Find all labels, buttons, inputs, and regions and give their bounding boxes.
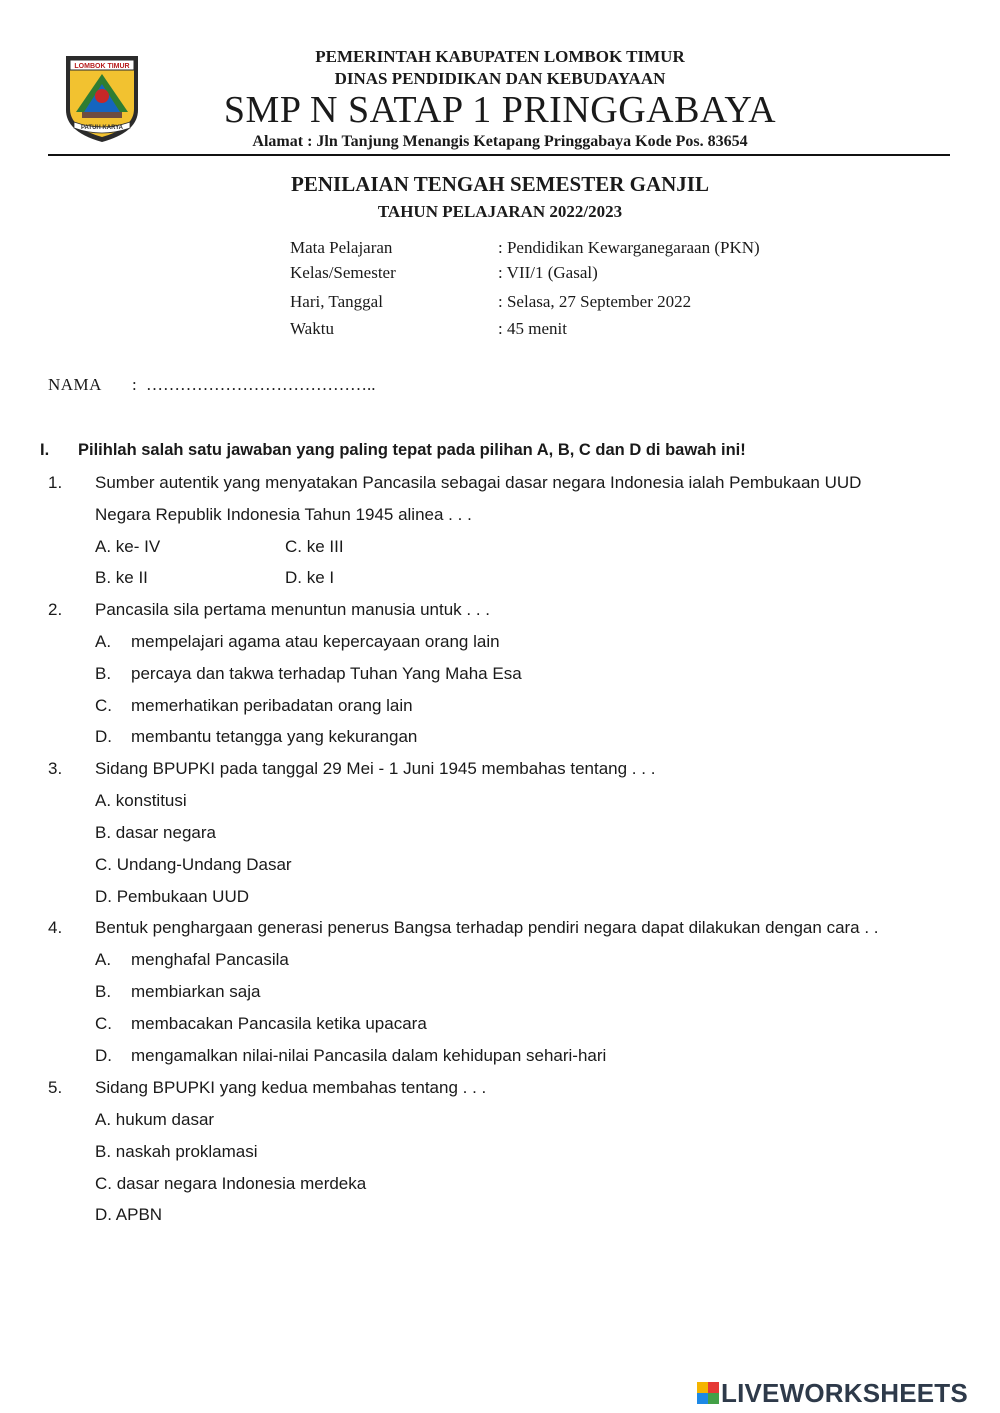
info-label-subject: Mata Pelajaran — [290, 238, 393, 257]
question-2-text: Pancasila sila pertama menuntun manusia untuk . . . — [95, 600, 490, 619]
question-5-text: Sidang BPUPKI yang kedua membahas tentang . . . — [95, 1078, 487, 1097]
question-2-option-b[interactable]: percaya dan takwa terhadap Tuhan Yang Maha Esa — [131, 664, 522, 683]
question-4-option-a-letter: A. — [95, 950, 112, 969]
question-4-option-c-letter: C. — [95, 1014, 112, 1033]
question-2-number: 2. — [48, 600, 63, 619]
question-3-option-b[interactable]: B. dasar negara — [95, 823, 216, 842]
info-label-class: Kelas/Semester — [290, 263, 396, 282]
question-4-number: 4. — [48, 918, 63, 937]
question-2-option-c-letter: C. — [95, 696, 112, 715]
liveworksheets-brand[interactable] — [697, 1378, 968, 1408]
question-1-text: Sumber autentik yang menyatakan Pancasila sebagai dasar negara Indonesia ialah Pembukaan UUD — [95, 473, 862, 492]
department-heading: DINAS PENDIDIKAN DAN KEBUDAYAAN — [334, 69, 666, 88]
question-2-option-d-letter: D. — [95, 727, 112, 746]
question-2-option-a[interactable]: mempelajari agama atau kepercayaan orang lain — [131, 632, 500, 651]
question-1-text-cont: Negara Republik Indonesia Tahun 1945 alinea . . . — [95, 505, 472, 524]
question-4-option-b-letter: B. — [95, 982, 112, 1001]
info-value-duration: : 45 menit — [498, 319, 567, 338]
logo-top-text: LOMBOK TIMUR — [74, 63, 130, 70]
question-3-text: Sidang BPUPKI pada tanggal 29 Mei - 1 Juni 1945 membahas tentang . . . — [95, 759, 656, 778]
school-address: Alamat : Jln Tanjung Menangis Ketapang Pringgabaya Kode Pos. 83654 — [252, 133, 748, 150]
question-5-option-d[interactable]: D. APBN — [95, 1205, 163, 1224]
info-label-date: Hari, Tanggal — [290, 292, 383, 311]
school-name: SMP N SATAP 1 PRINGGABAYA — [223, 89, 777, 131]
info-label-duration: Waktu — [290, 319, 334, 338]
question-5-option-a[interactable]: A. hukum dasar — [95, 1110, 215, 1129]
question-4-option-d-letter: D. — [95, 1046, 112, 1065]
name-label: NAMA — [48, 375, 102, 394]
question-3-number: 3. — [48, 759, 63, 778]
question-5-option-c[interactable]: C. dasar negara Indonesia merdeka — [95, 1174, 367, 1193]
question-4-option-a[interactable]: menghafal Pancasila — [131, 950, 289, 969]
question-1-option-a[interactable]: A. ke- IV — [95, 537, 161, 556]
name-colon: : — [132, 375, 137, 394]
question-4-option-c[interactable]: membacakan Pancasila ketika upacara — [131, 1014, 427, 1033]
name-field[interactable]: ………………………………….. — [146, 375, 376, 394]
question-3-option-c[interactable]: C. Undang-Undang Dasar — [95, 855, 292, 874]
question-3-option-d[interactable]: D. Pembukaan UUD — [95, 887, 250, 906]
question-1-number: 1. — [48, 473, 63, 492]
header-divider — [48, 154, 950, 156]
question-1-option-c[interactable]: C. ke III — [285, 537, 344, 556]
question-4-option-d[interactable]: mengamalkan nilai-nilai Pancasila dalam kehidupan sehari-hari — [131, 1046, 607, 1065]
question-2-option-d[interactable]: membantu tetangga yang kekurangan — [131, 727, 418, 746]
logo-motto-text: PATUH KARYA — [80, 125, 124, 131]
question-2-option-c[interactable]: memerhatikan peribadatan orang lain — [131, 696, 413, 715]
info-value-subject: : Pendidikan Kewarganegaraan (PKN) — [498, 238, 760, 257]
section-instruction: Pilihlah salah satu jawaban yang paling tepat pada pilihan A, B, C dan D di bawah ini! — [78, 441, 746, 459]
question-1-option-d[interactable]: D. ke I — [285, 568, 335, 587]
academic-year: TAHUN PELAJARAN 2022/2023 — [377, 202, 623, 221]
question-4-option-b[interactable]: membiarkan saja — [131, 982, 261, 1001]
info-value-class: : VII/1 (Gasal) — [498, 263, 598, 282]
brand-text: LIVEWORKSHEETS — [721, 1377, 968, 1408]
liveworksheets-logo-icon — [697, 1382, 719, 1404]
exam-title: PENILAIAN TENGAH SEMESTER GANJIL — [291, 172, 709, 196]
question-2-option-a-letter: A. — [95, 632, 112, 651]
question-5-number: 5. — [48, 1078, 63, 1097]
question-1-option-b[interactable]: B. ke II — [95, 568, 148, 587]
question-4-text: Bentuk penghargaan generasi penerus Bangsa terhadap pendiri negara dapat dilakukan dengan cara . . — [95, 918, 879, 937]
question-2-option-b-letter: B. — [95, 664, 112, 683]
info-value-date: : Selasa, 27 September 2022 — [498, 292, 692, 311]
government-heading: PEMERINTAH KABUPATEN LOMBOK TIMUR — [315, 47, 685, 66]
section-number: I. — [40, 441, 50, 459]
question-5-option-b[interactable]: B. naskah proklamasi — [95, 1142, 258, 1161]
question-3-option-a[interactable]: A. konstitusi — [95, 791, 187, 810]
